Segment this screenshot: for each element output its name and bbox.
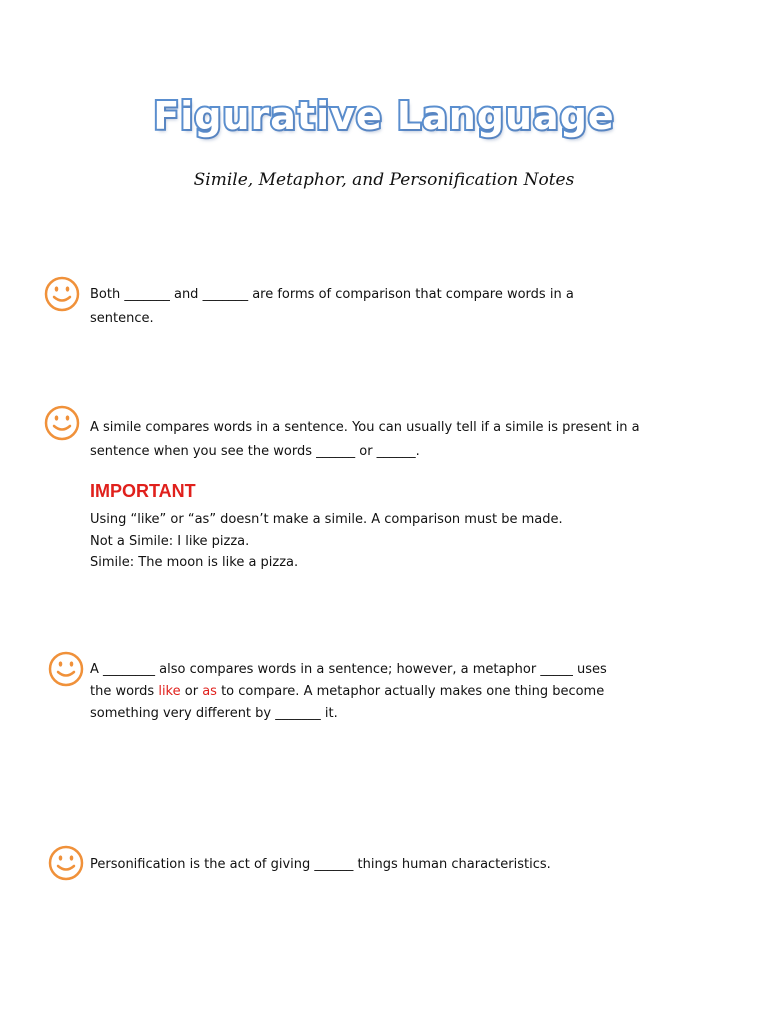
text-line: something very different by _______ it. bbox=[90, 706, 338, 721]
section-personification-text bbox=[90, 853, 690, 877]
section-simile-text bbox=[90, 416, 690, 464]
section-comparison-text bbox=[90, 283, 690, 331]
keyword-as: as bbox=[202, 684, 217, 699]
important-heading: IMPORTANT bbox=[90, 481, 196, 501]
text-fragment: the words bbox=[90, 684, 159, 699]
text-line: Both _______ and _______ are forms of comparison that compare words in a bbox=[90, 287, 574, 302]
text-fragment: or bbox=[180, 684, 203, 699]
text-line: Personification is the act of giving ______ things human characteristics. bbox=[90, 857, 551, 872]
smiley-face-icon bbox=[48, 651, 84, 687]
smiley-face-icon bbox=[48, 845, 84, 881]
section-metaphor-text bbox=[90, 659, 690, 725]
page-title: Figurative Language bbox=[153, 94, 615, 138]
text-line: A simile compares words in a sentence. You can usually tell if a simile is present in a bbox=[90, 420, 640, 435]
page-subtitle: Simile, Metaphor, and Personification Notes bbox=[193, 170, 575, 190]
important-line: Not a Simile: I like pizza. bbox=[90, 533, 250, 549]
important-line: Simile: The moon is like a pizza. bbox=[90, 555, 299, 570]
important-notes bbox=[90, 509, 690, 574]
text-line: A ________ also compares words in a sentence; however, a metaphor _____ uses bbox=[90, 662, 607, 677]
text-fragment: to compare. A metaphor actually makes one thing become bbox=[216, 684, 605, 699]
smiley-face-icon bbox=[44, 276, 80, 312]
important-line: Using “like” or “as” doesn’t make a simile. A comparison must be made. bbox=[90, 512, 563, 527]
text-line bbox=[90, 681, 690, 703]
text-line: sentence when you see the words ______ or ______. bbox=[90, 444, 420, 459]
smiley-face-icon bbox=[44, 405, 80, 441]
text-line: sentence. bbox=[90, 311, 154, 326]
keyword-like: like bbox=[158, 684, 181, 699]
